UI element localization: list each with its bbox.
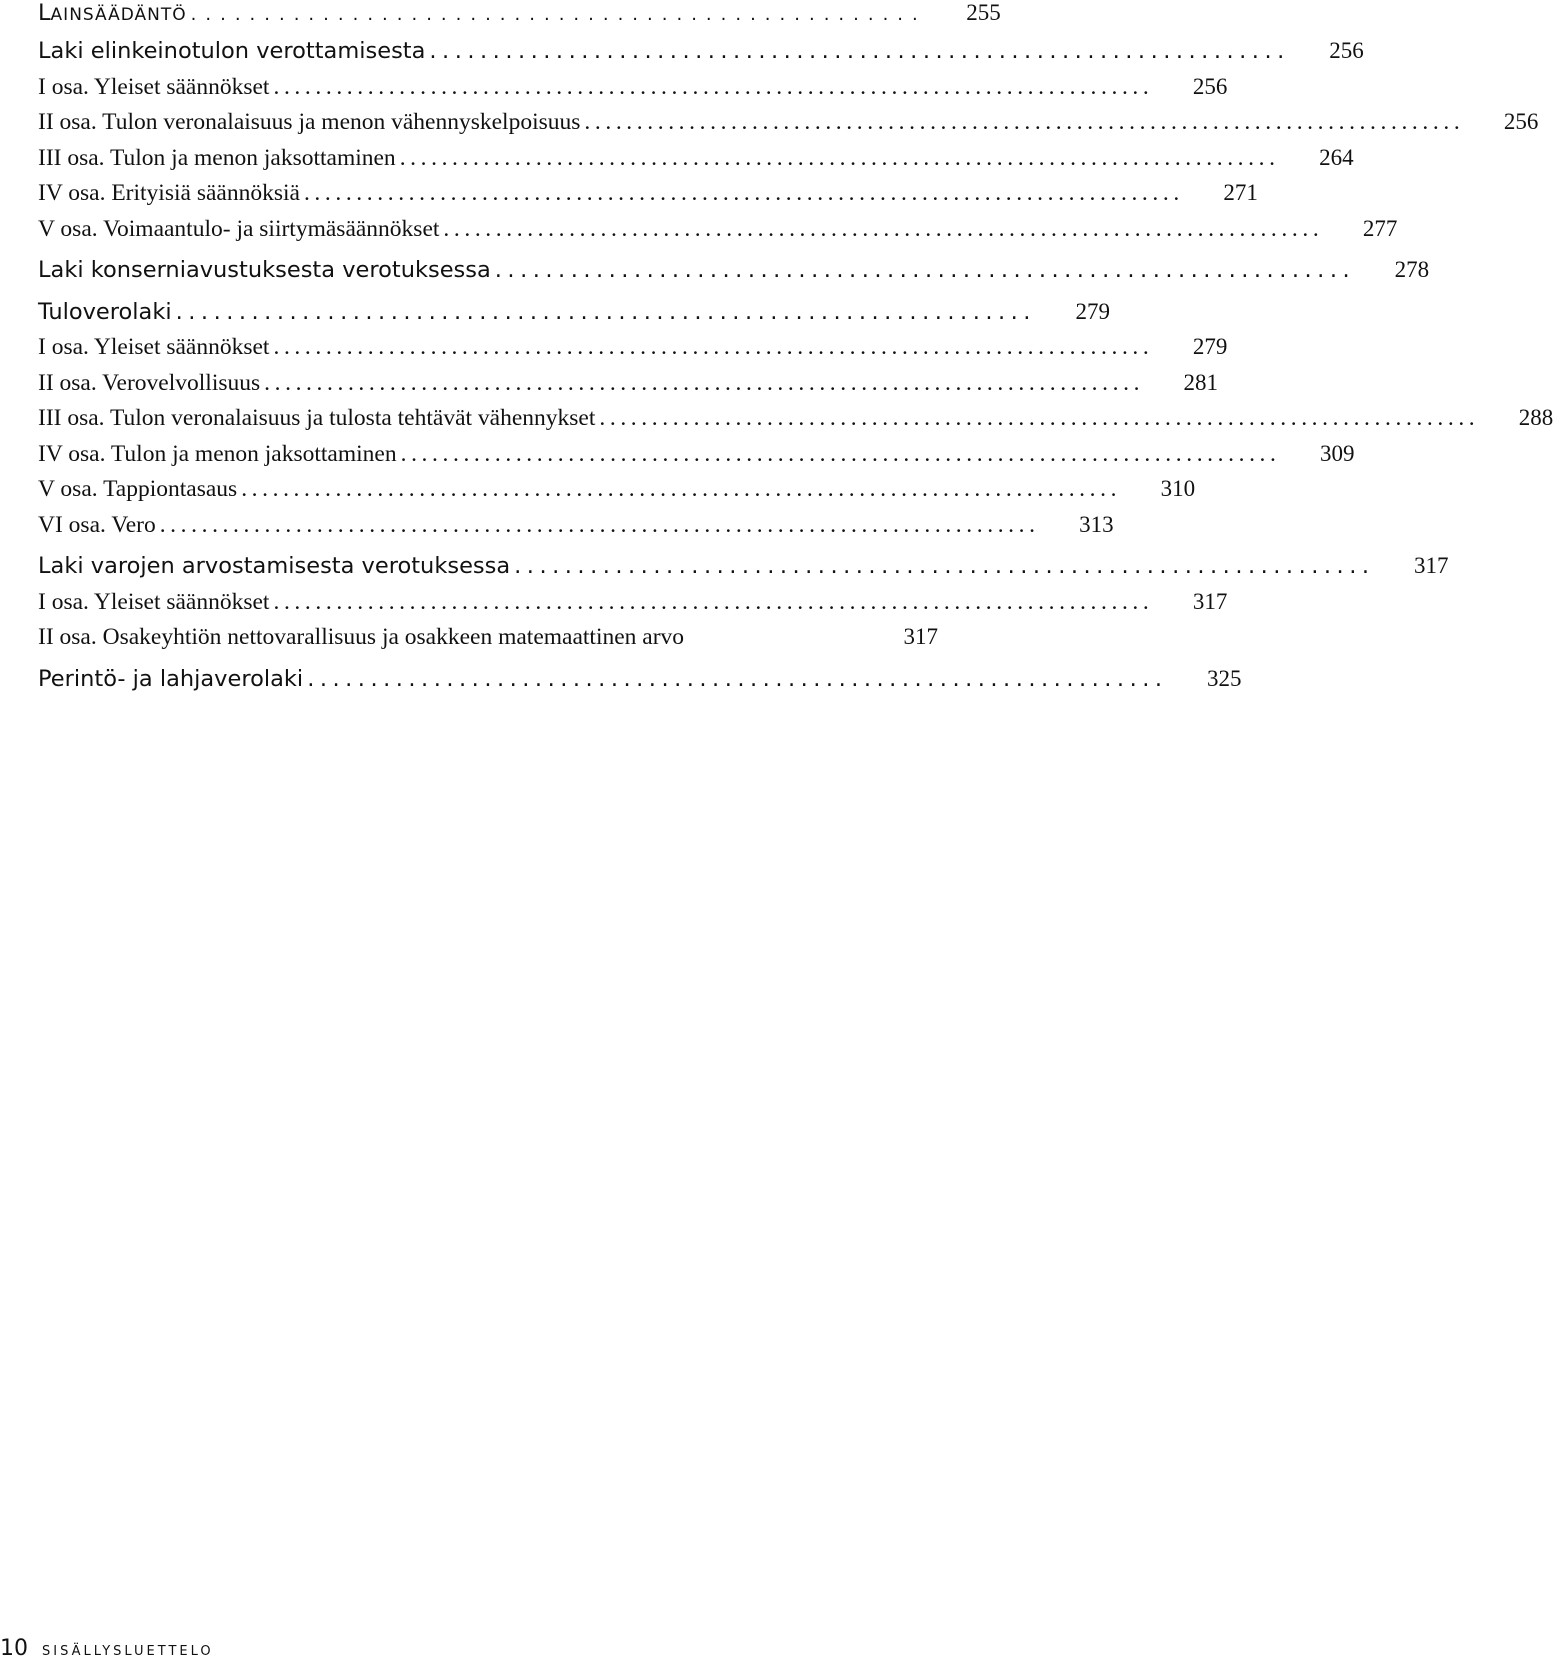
toc-entry[interactable]: [38, 476, 1196, 512]
toc-entry-title: IV osa. Tulon ja menon jaksottaminen: [38, 440, 397, 467]
page-number: 278: [1394, 257, 1430, 282]
toc-entry[interactable]: [38, 440, 1355, 477]
toc-entry-title: Laki konserniavustuksesta verotuksessa: [38, 257, 491, 283]
page-number: 277: [1362, 215, 1398, 241]
toc-entry-title: Perintö- ja lahjaverolaki: [38, 665, 304, 692]
toc-section-heading[interactable]: [38, 0, 1001, 32]
page-number: 309: [1320, 440, 1355, 466]
table-of-contents: [38, 0, 1553, 701]
page-footer: [0, 1636, 214, 1661]
page-number: 288: [1518, 405, 1553, 430]
leader-dots: ....................................................................: [429, 38, 1290, 64]
toc-entry[interactable]: [38, 588, 1228, 625]
toc-entry-title: V osa. Voimaantulo- ja siirtymäsäännökset: [38, 215, 440, 242]
page-number: 256: [1329, 38, 1364, 63]
toc-entry-title: II osa. Verovelvollisuus: [38, 369, 261, 396]
leader-dots: ....................................................................: [175, 298, 1036, 325]
leader-dots: ..................................................: [190, 4, 927, 25]
page-number: 313: [1079, 511, 1114, 537]
toc-entry[interactable]: [38, 144, 1354, 181]
leader-dots: ....................................................................: [494, 257, 1356, 283]
toc-entry[interactable]: [38, 624, 938, 660]
leader-dots: ....................................................................................: [273, 334, 1154, 360]
leader-dots: ....................................................................................: [599, 405, 1480, 431]
toc-entry-title: III osa. Tulon veronalaisuus ja tulosta tehtävät vähennykset: [38, 405, 596, 431]
leader-dots: ....................................................................: [514, 553, 1375, 579]
toc-entry[interactable]: [38, 665, 1242, 702]
page-number: 317: [1192, 588, 1228, 614]
leader-dots: ....................................................................................: [241, 476, 1122, 502]
toc-entry[interactable]: [38, 109, 1539, 145]
leader-dots: ....................................................................................: [264, 369, 1145, 396]
leader-dots: ....................................................................................: [303, 180, 1184, 206]
toc-entry[interactable]: [38, 334, 1228, 370]
toc-entry-title: II osa. Tulon veronalaisuus ja menon vähennyskelpoisuus: [38, 109, 581, 135]
toc-entry-title: Laki elinkeinotulon verottamisesta: [38, 38, 426, 64]
footer-page-number: 10: [0, 1636, 28, 1661]
page-number: 281: [1183, 369, 1219, 395]
toc-entry[interactable]: [38, 257, 1430, 293]
leader-dots: ....................................................................................: [159, 511, 1040, 538]
toc-entry-title: II osa. Osakeyhtiön nettovarallisuus ja osakkeen matemaattinen arvo: [38, 624, 685, 650]
toc-entry-title: Laki varojen arvostamisesta verotuksessa: [38, 553, 511, 579]
leader-dots: ....................................................................................: [273, 73, 1154, 100]
leader-dots: ....................................................................: [307, 665, 1168, 692]
leader-dots: ....................................................................................: [273, 588, 1154, 615]
page-number: 317: [1414, 553, 1449, 578]
leader-dots: ....................................................................................: [584, 109, 1465, 135]
page-number: 317: [903, 624, 938, 649]
toc-entry-title: I osa. Yleiset säännökset: [38, 334, 270, 360]
toc-entry[interactable]: [38, 298, 1110, 335]
page-number: 325: [1207, 665, 1242, 691]
leader-dots: ....................................................................................: [400, 440, 1281, 467]
page-number: 256: [1503, 109, 1539, 134]
page-number: 255: [966, 0, 1001, 25]
page-number: 279: [1075, 298, 1110, 324]
toc-entry[interactable]: [38, 369, 1219, 406]
leader-dots: ....................................................................................: [399, 144, 1280, 171]
toc-entry[interactable]: [38, 405, 1553, 441]
toc-entry-title: VI osa. Vero: [38, 511, 156, 538]
toc-entry[interactable]: [38, 38, 1364, 74]
toc-entry-title: III osa. Tulon ja menon jaksottaminen: [38, 144, 396, 171]
page-number: 279: [1192, 334, 1228, 359]
page-number: 264: [1319, 144, 1354, 170]
toc-entry[interactable]: [38, 215, 1398, 252]
leader-dots: ....................................................................................: [443, 215, 1324, 242]
toc-entry[interactable]: [38, 553, 1449, 589]
toc-entry[interactable]: [38, 180, 1258, 216]
footer-label: SISÄLLYSLUETTELO: [42, 1644, 214, 1659]
toc-entry[interactable]: [38, 511, 1114, 548]
page-number: 271: [1223, 180, 1258, 205]
page-number: 310: [1160, 476, 1196, 501]
toc-entry-title: I osa. Yleiset säännökset: [38, 588, 270, 615]
section-heading-title: LAINSÄÄDÄNTÖ: [38, 0, 187, 26]
page-number: 256: [1192, 73, 1228, 99]
toc-entry-title: V osa. Tappiontasaus: [38, 476, 238, 502]
toc-entry-title: I osa. Yleiset säännökset: [38, 73, 270, 100]
toc-entry-title: Tuloverolaki: [38, 298, 172, 325]
toc-entry[interactable]: [38, 73, 1228, 110]
toc-entry-title: IV osa. Erityisiä säännöksiä: [38, 180, 300, 206]
